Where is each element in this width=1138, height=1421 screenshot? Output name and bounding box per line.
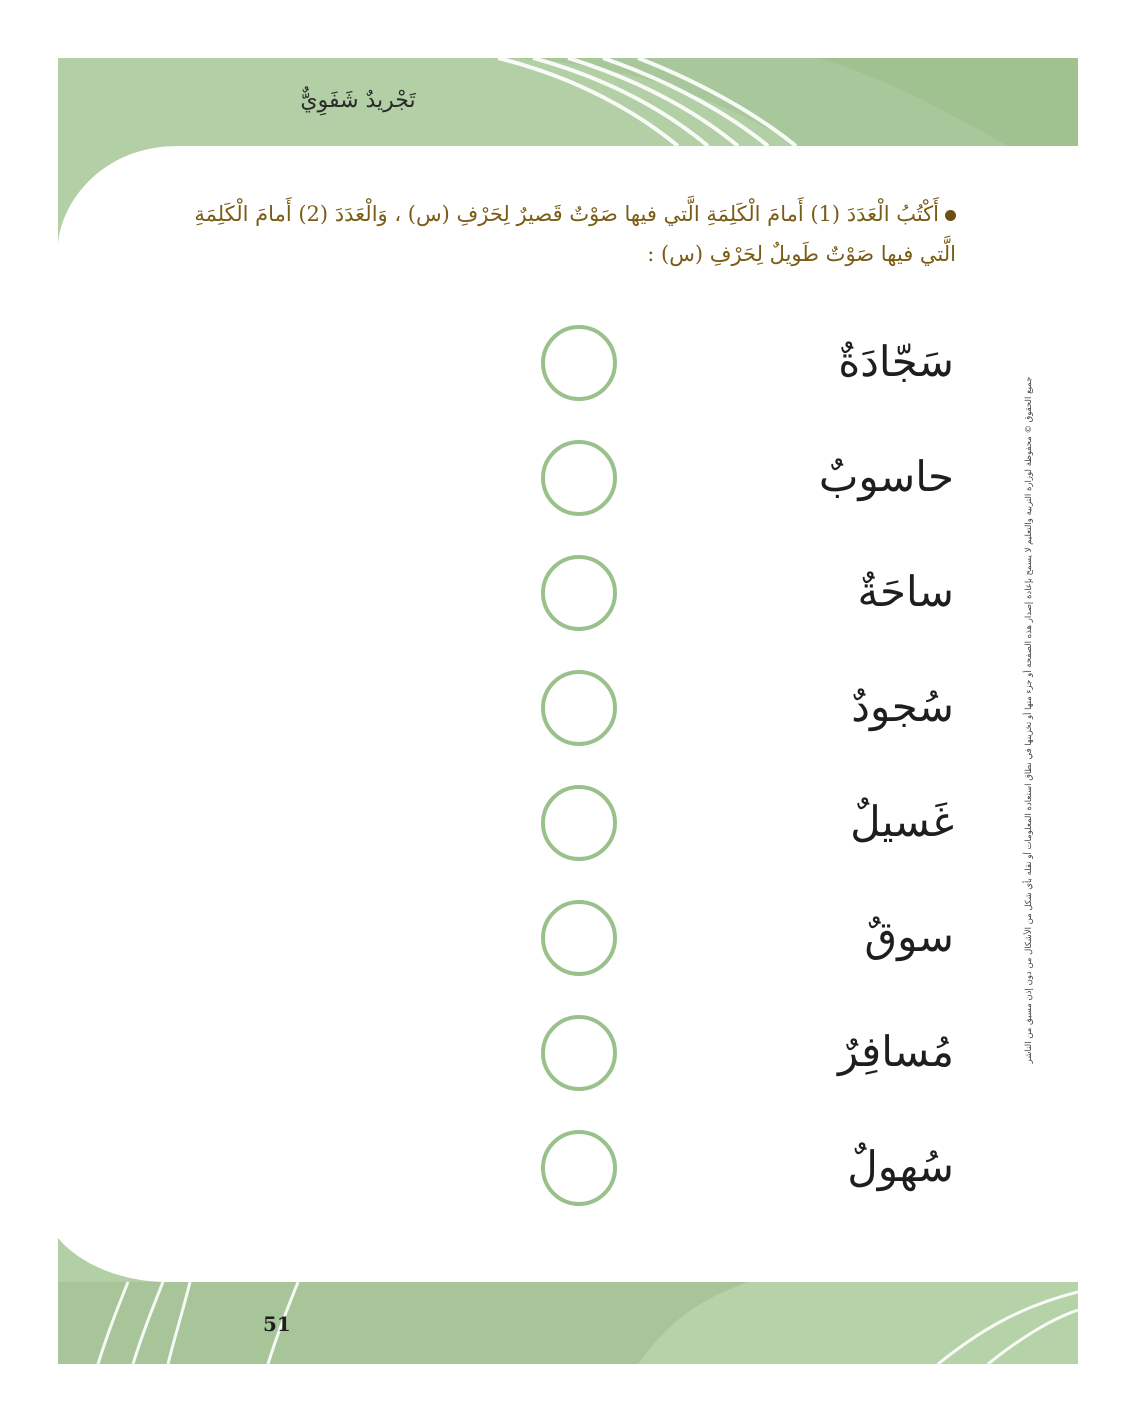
word-row	[58, 667, 1078, 747]
word-label: مُسافِرٌ	[837, 1027, 954, 1076]
word-row	[58, 782, 1078, 862]
answer-circle[interactable]	[541, 785, 617, 861]
copyright-notice	[999, 376, 1059, 1064]
word-row	[58, 322, 1078, 402]
section-title: تَجْريدٌ شَفَوِيٌّ	[300, 88, 416, 113]
word-label: حاسوبٌ	[818, 452, 954, 501]
instruction-label: أَكْتُبُ الْعَدَدَ (1) أَمامَ الْكَلِمَةِ الَّتي فيها صَوْتٌ قَصيرٌ لِحَرْفِ (س) ، وَالْعَدَدَ (2) أَمامَ الْكَلِمَةِ الَّتي فيها صَوْتٌ طَويلٌ لِحَرْفِ (س) :	[194, 202, 956, 266]
answer-circle[interactable]	[541, 670, 617, 746]
word-row	[58, 552, 1078, 632]
word-label: سُهولٌ	[847, 1142, 954, 1191]
answer-circle[interactable]	[541, 325, 617, 401]
word-label: سوقٌ	[864, 912, 954, 961]
word-label: ساحَةٌ	[857, 567, 954, 616]
answer-circle[interactable]	[541, 1015, 617, 1091]
word-label: سُجودٌ	[851, 682, 954, 731]
answer-circle[interactable]	[541, 900, 617, 976]
word-label: غَسيلٌ	[850, 797, 954, 846]
footer-band	[58, 1182, 1078, 1364]
word-row	[58, 897, 1078, 977]
answer-circle[interactable]	[541, 440, 617, 516]
copyright-text: جميع الحقوق © محفوظة لوزارة التربية والتعليم لا يسمح بإعادة إصدار هذه الصفحة أو جزء منها أو تخزينها في نطاق استعادة المعلومات أو نقله بأي شكل من الأشكال من دون إذن مسبق من الناشر	[1024, 376, 1034, 1064]
bullet-icon	[945, 210, 956, 221]
word-row	[58, 1012, 1078, 1092]
instruction-text	[176, 194, 956, 274]
page	[58, 58, 1078, 1364]
answer-circle[interactable]	[541, 555, 617, 631]
word-row	[58, 437, 1078, 517]
page-number: 51	[263, 1312, 291, 1336]
word-label: سَجّادَةٌ	[838, 337, 954, 386]
